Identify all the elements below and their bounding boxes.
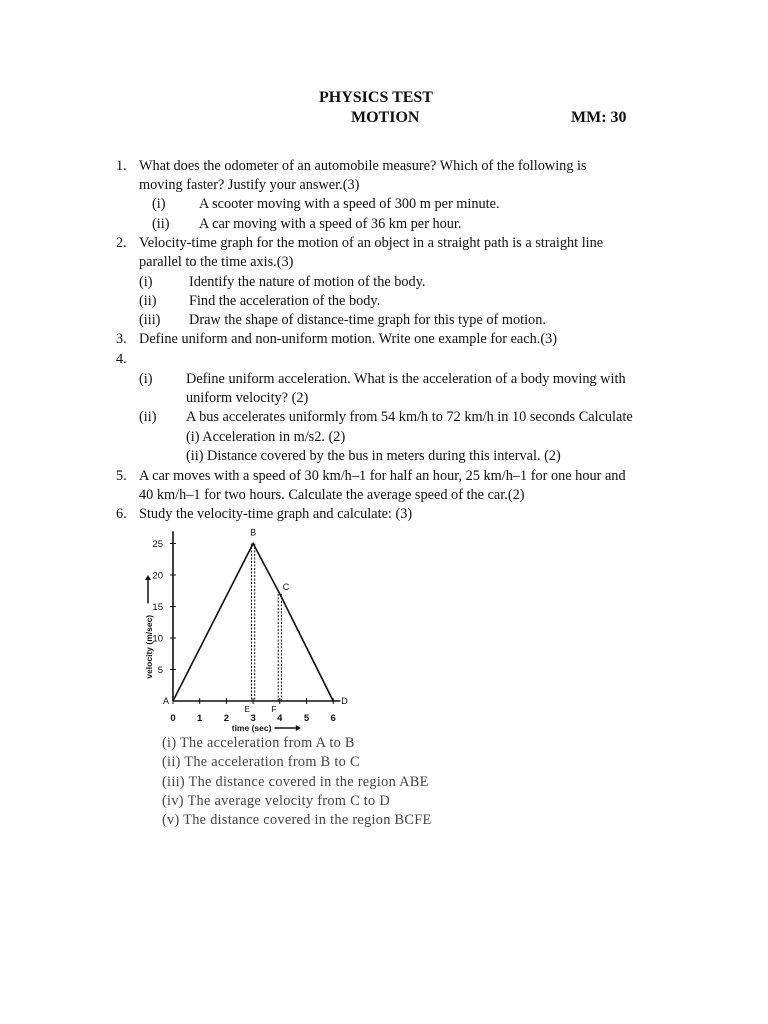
q3-number: 3. — [116, 331, 127, 347]
q2-part-ii-text: Find the acceleration of the body. — [189, 293, 381, 309]
point-label-b: B — [250, 527, 257, 538]
max-marks: MM: 30 — [571, 109, 627, 126]
point-label-f: F — [271, 704, 277, 714]
x-tick-label: 3 — [250, 713, 256, 724]
q1-line-1: What does the odometer of an automobile measure? Which of the following is — [139, 158, 587, 174]
point-label-a: A — [163, 696, 170, 706]
q6-part-iii: (iii) The distance covered in the region ABE — [162, 774, 429, 790]
y-tick-label: 20 — [152, 570, 163, 582]
y-tick-label: 15 — [152, 602, 163, 613]
q1-part-ii-text: A car moving with a speed of 36 km per hour. — [199, 216, 462, 232]
velocity-line — [173, 544, 333, 702]
point-label-e: E — [244, 704, 250, 714]
y-tick-label: 10 — [152, 633, 163, 645]
q3-text: Define uniform and non-uniform motion. Write one example for each.(3) — [139, 331, 558, 347]
q2-number: 2. — [116, 235, 127, 251]
q6-part-i: (i) The acceleration from A to B — [162, 735, 355, 751]
page-title: PHYSICS TEST — [319, 89, 433, 106]
y-tick-label: 25 — [152, 539, 163, 550]
q1-part-i-text: A scooter moving with a speed of 300 m per minute. — [199, 196, 500, 212]
q4-part-i-line-2: uniform velocity? (2) — [186, 390, 309, 406]
q1-part-ii-number: (ii) — [152, 216, 170, 232]
x-tick-label: 4 — [277, 713, 283, 724]
point-label-c: C — [282, 581, 290, 592]
q2-part-i-text: Identify the nature of motion of the body. — [189, 274, 426, 290]
q6-part-iv: (iv) The average velocity from C to D — [162, 793, 390, 809]
x-tick-label: 5 — [303, 713, 310, 724]
q2-line-1: Velocity-time graph for the motion of an object in a straight path is a straight line — [139, 235, 604, 251]
q5-line-2: 40 km/h–1 for two hours. Calculate the average speed of the car.(2) — [139, 487, 525, 503]
x-axis-arrow-head — [296, 725, 301, 731]
q4-part-ii-b: (ii) Distance covered by the bus in meters during this interval. (2) — [186, 448, 561, 464]
q2-line-2: parallel to the time axis.(3) — [139, 254, 294, 270]
q1-line-2: moving faster? Justify your answer.(3) — [139, 177, 360, 193]
x-tick-label: 0 — [170, 713, 176, 724]
q1-number: 1. — [116, 158, 127, 174]
q6-number: 6. — [116, 506, 127, 522]
q4-part-ii-a: (i) Acceleration in m/s2. (2) — [186, 429, 346, 445]
velocity-time-graph — [135, 525, 375, 735]
q4-part-i-line-1: Define uniform acceleration. What is the acceleration of a body moving with — [186, 371, 626, 387]
x-tick-label: 6 — [330, 713, 336, 724]
y-axis-arrow-head — [145, 575, 151, 580]
y-tick-label: 5 — [157, 665, 163, 676]
q4-part-ii-text: A bus accelerates uniformly from 54 km/h to 72 km/h in 10 seconds Calculate — [186, 409, 633, 425]
q2-part-i-number: (i) — [139, 274, 153, 290]
y-axis-label: velocity (m/sec) — [144, 614, 154, 679]
point-label-d: D — [341, 696, 348, 706]
q1-part-i-number: (i) — [152, 196, 166, 212]
q2-part-iii-number: (iii) — [139, 312, 161, 328]
q6-part-ii: (ii) The acceleration from B to C — [162, 754, 360, 770]
q4-number: 4. — [116, 351, 127, 367]
q4-part-i-number: (i) — [139, 371, 153, 387]
page-subtitle: MOTION — [351, 109, 420, 126]
q2-part-iii-text: Draw the shape of distance-time graph for this type of motion. — [189, 312, 546, 328]
x-axis-label: time (sec) — [231, 723, 272, 733]
q5-line-1: A car moves with a speed of 30 km/h–1 for half an hour, 25 km/h–1 for one hour and — [139, 468, 626, 484]
q4-part-ii-number: (ii) — [139, 409, 157, 425]
q6-part-v: (v) The distance covered in the region BCFE — [162, 812, 432, 828]
x-tick-label: 2 — [223, 713, 230, 724]
q5-number: 5. — [116, 468, 127, 484]
x-tick-label: 1 — [197, 713, 203, 724]
q6-text: Study the velocity-time graph and calculate: (3) — [139, 506, 413, 522]
q2-part-ii-number: (ii) — [139, 293, 157, 309]
